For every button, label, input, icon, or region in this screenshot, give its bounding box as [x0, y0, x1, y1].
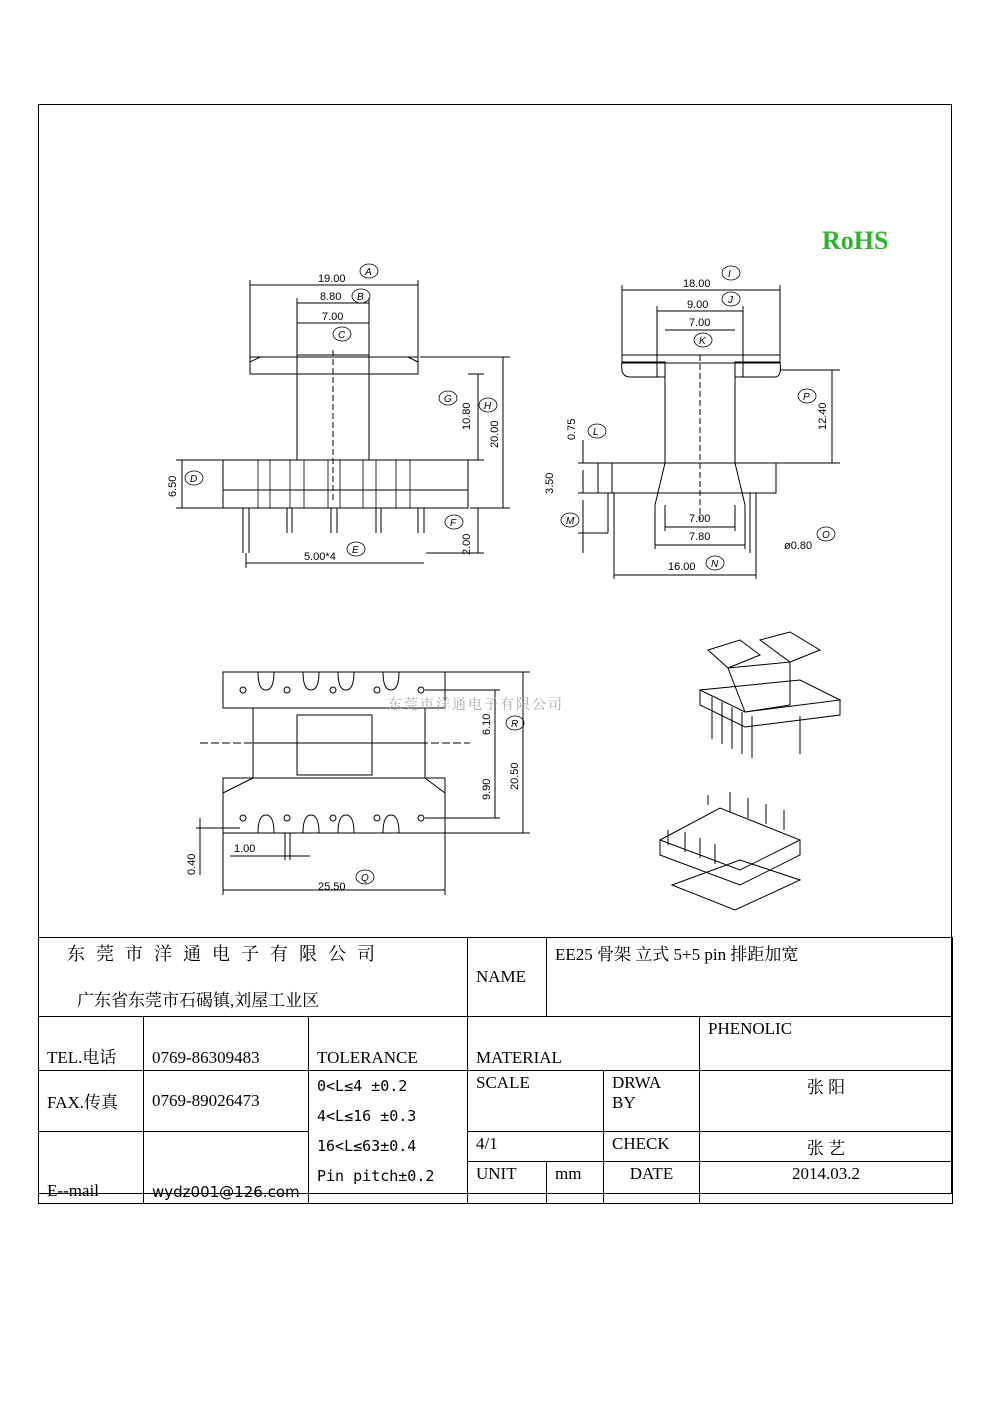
- callout-f: F: [450, 518, 457, 529]
- dim-n: 16.00: [668, 561, 696, 573]
- date-value: 2014.03.2: [700, 1161, 953, 1203]
- dim-r1: 6.10: [481, 713, 493, 735]
- company-name: 东莞市洋通电子有限公司: [67, 944, 386, 964]
- scale-value: 4/1: [468, 1131, 604, 1161]
- dim-g: 10.80: [461, 402, 473, 430]
- email-value: wydz001@126.com: [144, 1131, 309, 1203]
- callout-n: N: [711, 559, 719, 570]
- email-label-text: E--mail: [47, 1180, 99, 1200]
- rohs-mark: RoHS: [822, 226, 889, 255]
- callout-h: H: [484, 401, 492, 412]
- front-view: [176, 280, 510, 568]
- callout-e: E: [352, 545, 359, 556]
- dim-a: 19.00: [318, 273, 346, 285]
- tolerance-row-3: 16<L≤63±0.4: [309, 1131, 468, 1161]
- drawn-label: [604, 1071, 700, 1132]
- callout-l: L: [593, 427, 599, 438]
- isometric-view-bottom: [660, 792, 800, 910]
- callout-g: G: [444, 394, 452, 405]
- dim-t1: 1.00: [234, 843, 256, 855]
- dim-b: 8.80: [320, 291, 342, 303]
- tolerance-row-2: 4<L≤16 ±0.3: [309, 1101, 468, 1131]
- dim-c: 7.00: [322, 311, 344, 323]
- isometric-view-top: [700, 632, 840, 758]
- drawn-label-1: DRWA: [612, 1073, 662, 1092]
- check-label: CHECK: [604, 1131, 700, 1161]
- callout-m: M: [566, 516, 575, 527]
- callout-o: O: [822, 530, 830, 541]
- callout-a: A: [365, 267, 372, 278]
- dim-j: 9.00: [687, 299, 709, 311]
- callout-b: B: [357, 292, 364, 303]
- title-block: [38, 937, 953, 1204]
- callout-i: I: [728, 269, 731, 280]
- dim-p: 12.40: [817, 402, 829, 430]
- tel-label: TEL.电话: [39, 1017, 144, 1071]
- dim-m: 3.50: [544, 472, 556, 494]
- drawn-value: 张 阳: [700, 1071, 953, 1132]
- callout-d: D: [190, 474, 198, 485]
- tolerance-row-4: Pin pitch±0.2: [309, 1161, 468, 1203]
- date-label: DATE: [604, 1161, 700, 1203]
- name-label: NAME: [468, 938, 547, 1017]
- dim-o: ø0.80: [784, 540, 813, 552]
- material-label: MATERIAL: [468, 1017, 700, 1071]
- dim-k: 7.00: [689, 317, 711, 329]
- callout-k: K: [699, 336, 706, 347]
- name-value: EE25 骨架 立式 5+5 pin 排距加宽: [547, 938, 953, 1017]
- dim-l: 0.75: [566, 418, 578, 440]
- callout-j: J: [728, 295, 733, 306]
- dim-n1: 7.00: [689, 513, 711, 525]
- material-value: PHENOLIC: [700, 1017, 953, 1071]
- callout-p: P: [803, 392, 810, 403]
- dim-h: 20.00: [489, 420, 501, 448]
- check-value: 张 艺: [700, 1131, 953, 1161]
- dim-t2: 0.40: [186, 853, 198, 875]
- company-address: 广东省东莞市石碣镇,刘屋工业区: [77, 991, 320, 1010]
- tolerance-label: TOLERANCE: [309, 1017, 468, 1071]
- dim-f: 2.00: [461, 533, 473, 555]
- scale-label: SCALE: [468, 1071, 604, 1132]
- tel-value: 0769-86309483: [144, 1017, 309, 1071]
- watermark: 东莞市洋通电子有限公司: [388, 697, 564, 713]
- dim-n2: 7.80: [689, 531, 711, 543]
- dim-d: 6.50: [167, 475, 179, 497]
- callout-q: Q: [361, 873, 369, 884]
- fax-label: FAX.传真: [39, 1071, 144, 1132]
- fax-value: 0769-89026473: [144, 1071, 309, 1132]
- dim-e: 5.00*4: [304, 551, 336, 563]
- dim-r: 20.50: [509, 762, 521, 790]
- callout-c: C: [338, 330, 346, 341]
- email-label: [39, 1131, 144, 1203]
- unit-label: UNIT: [468, 1161, 547, 1203]
- tolerance-row-1: 0<L≤4 ±0.2: [309, 1071, 468, 1102]
- unit-value: mm: [547, 1161, 604, 1203]
- dim-i: 18.00: [683, 278, 711, 290]
- dim-s: 9.90: [481, 778, 493, 800]
- drawn-label-2: BY: [612, 1093, 636, 1112]
- company-cell: [39, 938, 468, 1017]
- callout-r: R: [511, 719, 519, 730]
- dim-q: 25.50: [318, 881, 346, 893]
